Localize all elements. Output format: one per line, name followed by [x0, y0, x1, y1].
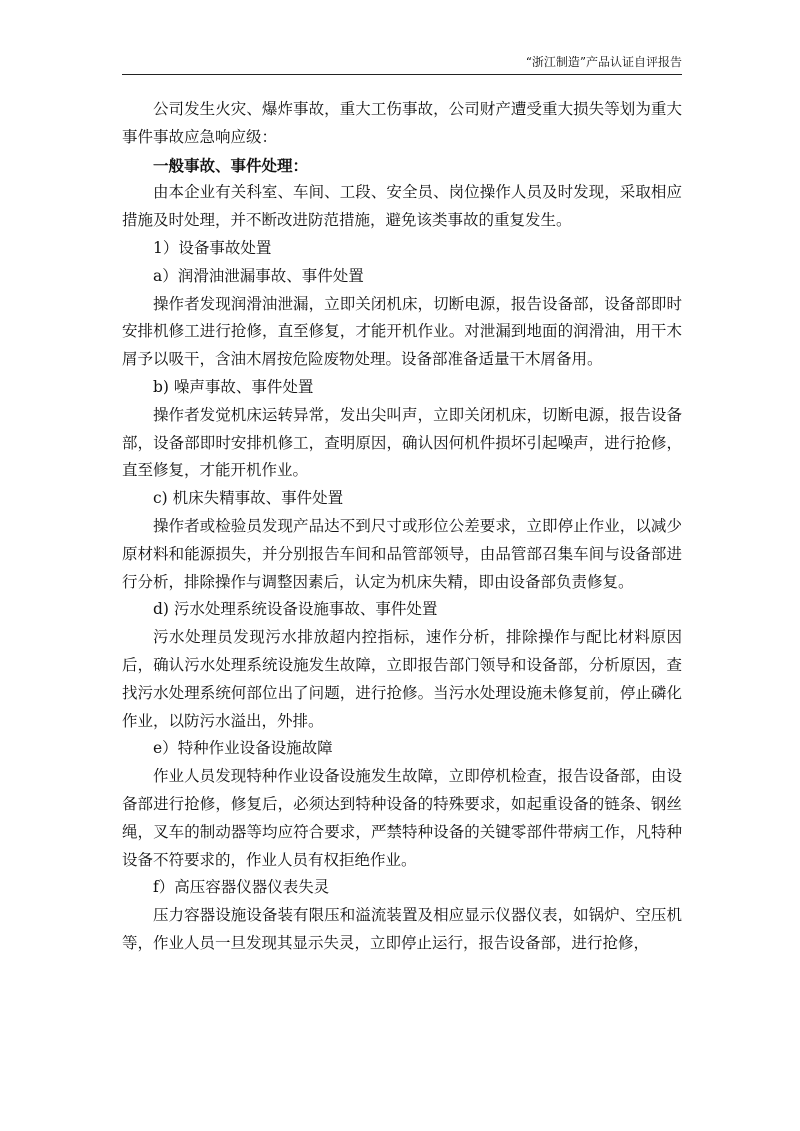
paragraph: 污水处理员发现污水排放超内控指标，速作分析，排除操作与配比材料原因后，确认污水处理系统设施发生故障，立即报告部门领导和设备部，分析原因，查找污水处理系统何部位出了问题，进行抢修。当污水处理设施未修复前，停止磷化作业，以防污水溢出，外排。 [122, 628, 682, 730]
item-title: d) 污水处理系统设备设施事故、事件处置 [153, 600, 438, 619]
subsection-title: 1）设备事故处置 [153, 238, 272, 257]
paragraph: 操作者发觉机床运转异常，发出尖叫声，立即关闭机床，切断电源，报告设备部，设备部即时安排机修工，查明原因，确认因何机件损坏引起噪声，进行抢修，直至修复，才能开机作业。 [122, 405, 682, 480]
item-title: b) 噪声事故、事件处置 [153, 377, 314, 396]
paragraph: 作业人员发现特种作业设备设施发生故障，立即停机检查，报告设备部，由设备部进行抢修，修复后，必须达到特种设备的特殊要求，如起重设备的链条、钢丝绳，叉车的制动器等均应符合要求，严禁特种设备的关键零部件带病工作，凡特种设备不符要求的，作业人员有权拒绝作业。 [122, 767, 682, 869]
paragraph: 公司发生火灾、爆炸事故，重大工伤事故，公司财产遭受重大损失等划为重大事件事故应急响应级： [122, 100, 682, 146]
section-heading: 一般事故、事件处理： [153, 155, 309, 175]
paragraph: 操作者或检验员发现产品达不到尺寸或形位公差要求，立即停止作业，以减少原材料和能源损失，并分别报告车间和品管部领导，由品管部召集车间与设备部进行分析，排除操作与调整因素后，认定为机床失精，即由设备部负责修复。 [122, 516, 682, 591]
item-title: e）特种作业设备设施故障 [153, 739, 333, 758]
item-title: c) 机床失精事故、事件处置 [153, 489, 344, 508]
paragraph: 操作者发现润滑油泄漏，立即关闭机床，切断电源，报告设备部，设备部即时安排机修工进行抢修，直至修复，才能开机作业。对泄漏到地面的润滑油，用干木屑予以吸干，含油木屑按危险废物处理。设备部准备适量干木屑备用。 [122, 294, 682, 369]
paragraph: 由本企业有关科室、车间、工段、安全员、岗位操作人员及时发现，采取相应措施及时处理，并不断改进防范措施，避免该类事故的重复发生。 [122, 183, 682, 230]
page-header [122, 0, 682, 75]
item-title: a）润滑油泄漏事故、事件处置 [153, 266, 364, 285]
paragraph: 压力容器设施设备装有限压和溢流装置及相应显示仪器仪表，如锅炉、空压机等，作业人员一旦发现其显示失灵，立即停止运行，报告设备部，进行抢修， [122, 906, 682, 952]
item-title: f）高压容器仪器仪表失灵 [153, 878, 330, 897]
header-title: “浙江制造”产品认证自评报告 [525, 55, 682, 69]
document-body [122, 96, 682, 958]
